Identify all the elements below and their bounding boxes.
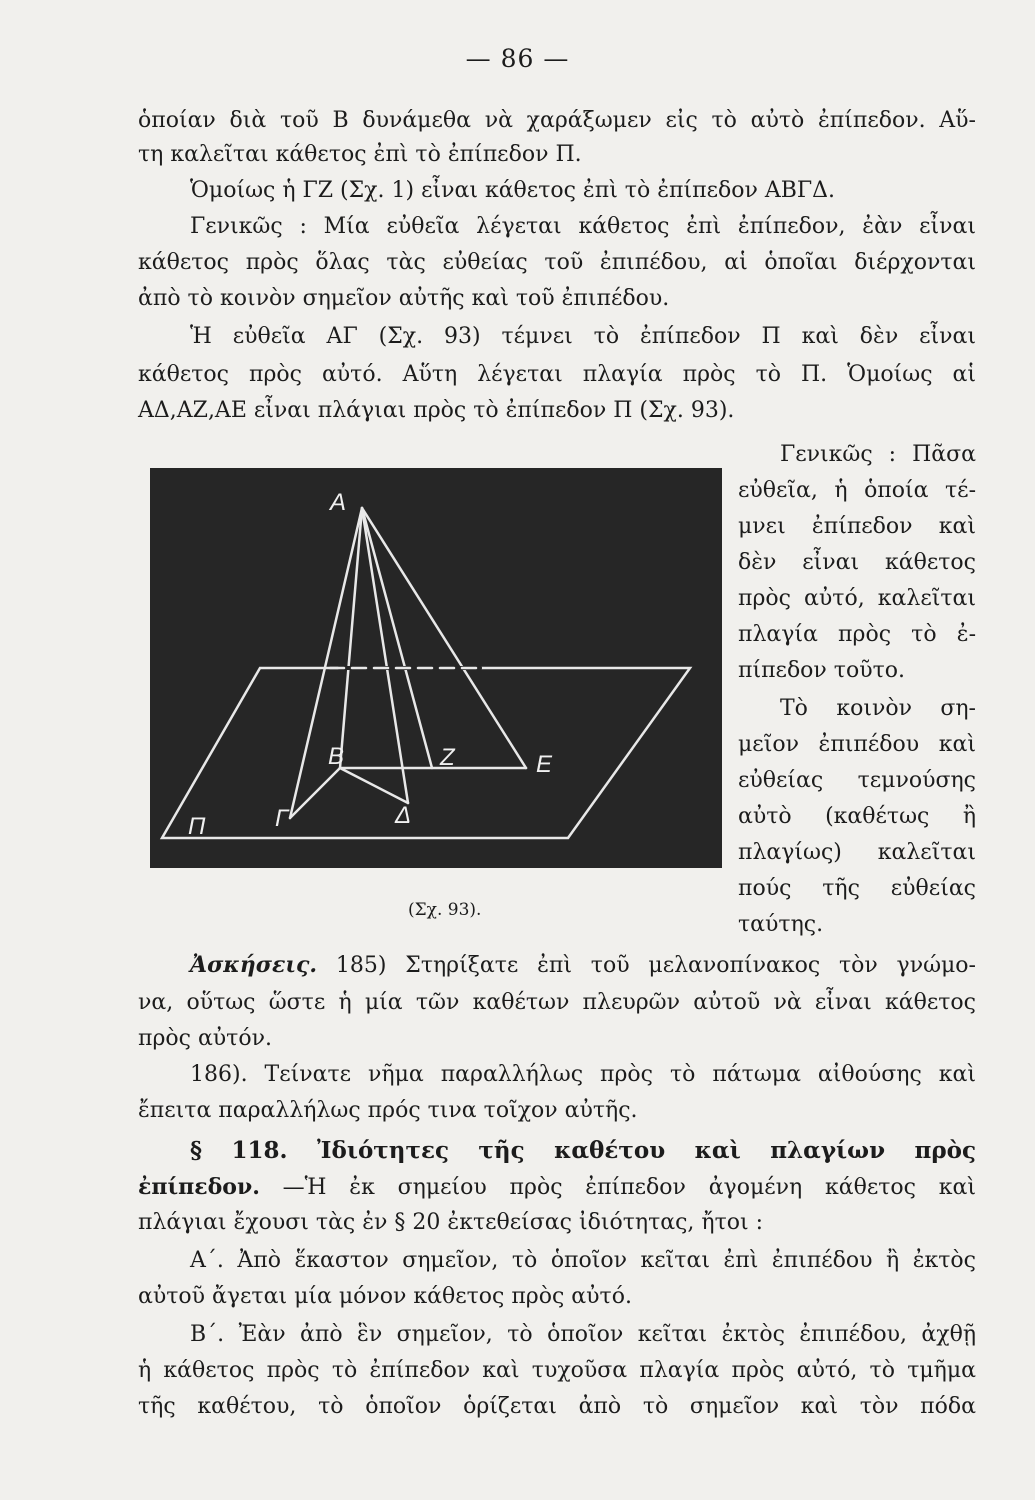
text-line: ἔπειτα παραλλήλως πρός τινα τοῖχον αὐτῆς. <box>138 1098 638 1123</box>
label-z: Ζ <box>440 744 455 771</box>
plane-p <box>162 668 690 838</box>
label-a: Α <box>330 489 347 516</box>
label-g: Γ <box>275 805 289 832</box>
text-line: ὁποίαν διὰ τοῦ Β δυνάμεθα νὰ χαράξωμεν εἰς τὸ αὐτὸ ἐπίπεδον. Αὕ- <box>138 108 976 133</box>
line-b-d <box>340 768 408 803</box>
text-line: κάθετος πρὸς αὐτό. Αὕτη λέγεται πλαγία πρὸς τὸ Π. Ὁμοίως αἱ <box>138 362 976 387</box>
text-line: τῆς καθέτου, τὸ ὁποῖον ὁρίζεται ἀπὸ τὸ σημεῖον καὶ τὸν πόδα <box>138 1394 976 1419</box>
side-text-line: πλαγία πρὸς τὸ ἐ- <box>738 622 976 647</box>
text-line: κάθετος πρὸς ὅλας τὰς εὐθείας τοῦ ἐπιπέδου, αἱ ὁποῖαι διέρχονται <box>138 250 976 275</box>
side-text-line: μνει ἐπίπεδον καὶ <box>738 514 976 539</box>
line-a-g <box>290 508 362 818</box>
text-line: Ὁμοίως ἡ ΓΖ (Σχ. 1) εἶναι κάθετος ἐπὶ τὸ ἐπίπεδον ΑΒΓΔ. <box>190 178 836 203</box>
label-e: Ε <box>536 751 553 778</box>
side-text-line: αὐτὸ (καθέτως ἢ <box>738 804 976 829</box>
line-a-b <box>340 508 362 768</box>
text-line: ἡ κάθετος πρὸς τὸ ἐπίπεδον καὶ τυχοῦσα πλαγία πρὸς αὐτό, τὸ τμῆμα <box>138 1358 976 1383</box>
figure-caption: (Σχ. 93). <box>408 900 482 920</box>
text-line: να, οὕτως ὥστε ἡ μία τῶν καθέτων πλευρῶν αὐτοῦ νὰ εἶναι κάθετος <box>138 990 976 1015</box>
text-line: τη καλεῖται κάθετος ἐπὶ τὸ ἐπίπεδον Π. <box>138 142 582 167</box>
side-text-line: ταύτης. <box>738 912 824 937</box>
label-d: Δ <box>395 802 412 829</box>
text-line: Β΄. Ἐὰν ἀπὸ ἓν σημεῖον, τὸ ὁποῖον κεῖται ἐκτὸς ἐπιπέδου, ἀχθῇ <box>190 1322 976 1347</box>
section-text-start: —Ἡ ἐκ σημείου πρὸς ἐπίπεδον ἀγομένη κάθετος καὶ <box>282 1175 976 1200</box>
line-a-e <box>362 508 526 768</box>
text-line: ἀπὸ τὸ κοινὸν σημεῖον αὐτῆς καὶ τοῦ ἐπιπέδου. <box>138 286 670 311</box>
side-text-line: εὐθεῖα, ἡ ὁποία τέ- <box>738 478 976 503</box>
line-b-g <box>290 768 340 818</box>
exercise-185-start: 185) Στηρίξατε ἐπὶ τοῦ μελανοπίνακος τὸν γνώμο- <box>335 953 976 978</box>
section-heading: § 118. Ἰδιότητες τῆς καθέτου καὶ πλαγίων πρὸς <box>190 1137 976 1164</box>
side-text-line: δὲν εἶναι κάθετος <box>738 550 976 575</box>
figure-93 <box>150 468 722 868</box>
page-number: — 86 — <box>465 44 570 73</box>
side-text-line: πρὸς αὐτό, καλεῖται <box>738 586 976 611</box>
side-text-line: πούς τῆς εὐθείας <box>738 876 976 901</box>
side-text-line: εὐθείας τεμνούσης <box>738 768 976 793</box>
text-line: ΑΔ,ΑΖ,ΑΕ εἶναι πλάγιαι πρὸς τὸ ἐπίπεδον Π (Σχ. 93). <box>138 398 735 423</box>
side-text-line: πλαγίως) καλεῖται <box>738 840 976 865</box>
label-b: Β <box>328 743 345 770</box>
exercises-label: Ἀσκήσεις. <box>190 952 318 978</box>
side-text-line: μεῖον ἐπιπέδου καὶ <box>738 732 976 757</box>
label-p: Π <box>188 813 206 840</box>
side-text-line: Γενικῶς : Πᾶσα <box>780 442 976 467</box>
text-line: Α΄. Ἀπὸ ἕκαστον σημεῖον, τὸ ὁποῖον κεῖται ἐπὶ ἐπιπέδου ἢ ἐκτὸς <box>190 1248 976 1273</box>
text-line: Ἡ εὐθεῖα ΑΓ (Σχ. 93) τέμνει τὸ ἐπίπεδον Π καὶ δὲν εἶναι <box>190 324 976 349</box>
text-line: Γενικῶς : Μία εὐθεῖα λέγεται κάθετος ἐπὶ ἐπίπεδον, ἐὰν εἶναι <box>190 214 976 239</box>
text-line: 186). Τείνατε νῆμα παραλλήλως πρὸς τὸ πάτωμα αἰθούσης καὶ <box>190 1062 976 1087</box>
exercises-line <box>190 950 976 981</box>
text-line: πρὸς αὐτόν. <box>138 1026 272 1051</box>
side-text-line: Τὸ κοινὸν ση- <box>780 696 976 721</box>
section-heading-line2 <box>138 1172 976 1203</box>
text-line: αὐτοῦ ἄγεται μία μόνον κάθετος πρὸς αὐτό. <box>138 1284 632 1309</box>
section-heading-end: ἐπίπεδον. <box>138 1174 260 1200</box>
text-line: πλάγιαι ἔχουσι τὰς ἐν § 20 ἐκτεθείσας ἰδιότητας, ἤτοι : <box>138 1210 764 1235</box>
side-text-line: πίπεδον τοῦτο. <box>738 658 905 683</box>
